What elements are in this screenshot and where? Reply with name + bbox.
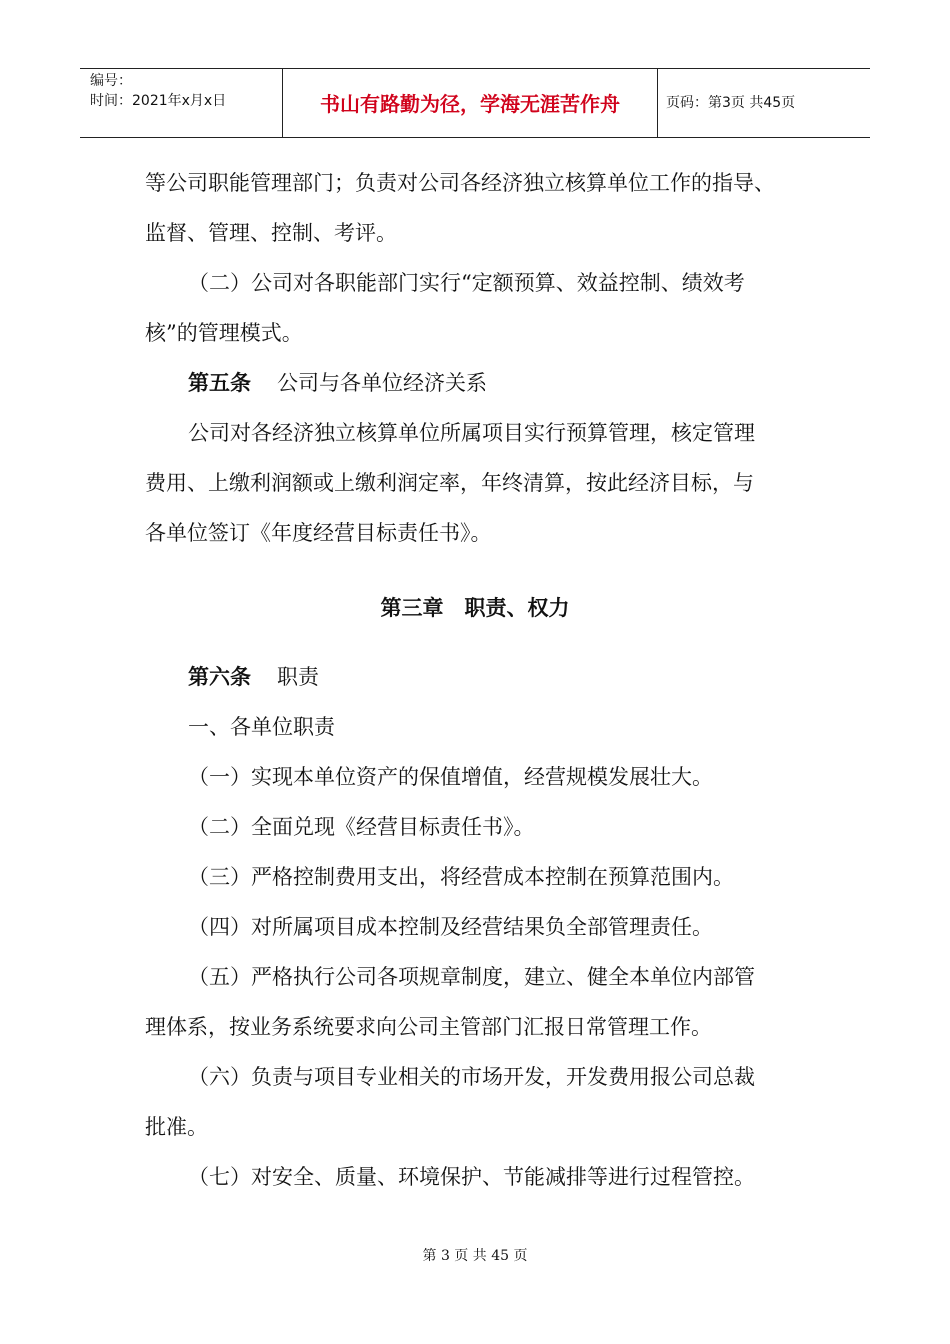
document-header: [80, 68, 870, 138]
chapter-title: 第三章 职责、权力: [380, 596, 570, 620]
article-6-subject: 职责: [277, 665, 319, 689]
list-item-continuation: 批准。: [145, 1115, 208, 1139]
header-meta-cell: [80, 69, 283, 137]
header-page-cell: [658, 69, 870, 137]
article-6-number: 第六条: [188, 665, 251, 689]
list-item: （一）实现本单位资产的保值增值，经营规模发展壮大。: [188, 765, 713, 789]
article-5-heading: [188, 368, 487, 398]
paragraph-line: 核”的管理模式。: [145, 321, 303, 345]
article-5-number: 第五条: [188, 371, 251, 395]
motto-text: 书山有路勤为径，学海无涯苦作舟: [320, 92, 620, 116]
list-item: （四）对所属项目成本控制及经营结果负全部管理责任。: [188, 915, 713, 939]
list-item-continuation: 理体系，按业务系统要求向公司主管部门汇报日常管理工作。: [145, 1015, 712, 1039]
paragraph-line: 监督、管理、控制、考评。: [145, 221, 397, 245]
list-item: （二）全面兑现《经营目标责任书》。: [188, 815, 535, 839]
paragraph-line: 公司对各经济独立核算单位所属项目实行预算管理，核定管理: [188, 421, 755, 445]
list-item: （六）负责与项目专业相关的市场开发，开发费用报公司总裁: [188, 1065, 755, 1089]
header-motto-cell: [283, 69, 658, 137]
section-heading: 一、各单位职责: [188, 715, 335, 739]
paragraph-line: （二）公司对各职能部门实行“定额预算、效益控制、绩效考: [188, 271, 745, 295]
paragraph-line: 费用、上缴利润额或上缴利润定率，年终清算，按此经济目标，与: [145, 471, 754, 495]
paragraph-line: 等公司职能管理部门；负责对公司各经济独立核算单位工作的指导、: [145, 171, 775, 195]
date-label: 时间：2021年x月x日: [90, 93, 227, 109]
header-page-number: 页码：第3页 共45页: [666, 95, 796, 111]
paragraph-line: 各单位签订《年度经营目标责任书》。: [145, 521, 492, 545]
list-item: （三）严格控制费用支出，将经营成本控制在预算范围内。: [188, 865, 734, 889]
serial-number-label: 编号：: [90, 73, 132, 89]
article-5-subject: 公司与各单位经济关系: [277, 371, 487, 395]
list-item: （五）严格执行公司各项规章制度，建立、健全本单位内部管: [188, 965, 755, 989]
footer-page-number: 第 3 页 共 45 页: [422, 1248, 528, 1264]
list-item: （七）对安全、质量、环境保护、节能减排等进行过程管控。: [188, 1165, 755, 1189]
article-6-heading: [188, 662, 319, 692]
